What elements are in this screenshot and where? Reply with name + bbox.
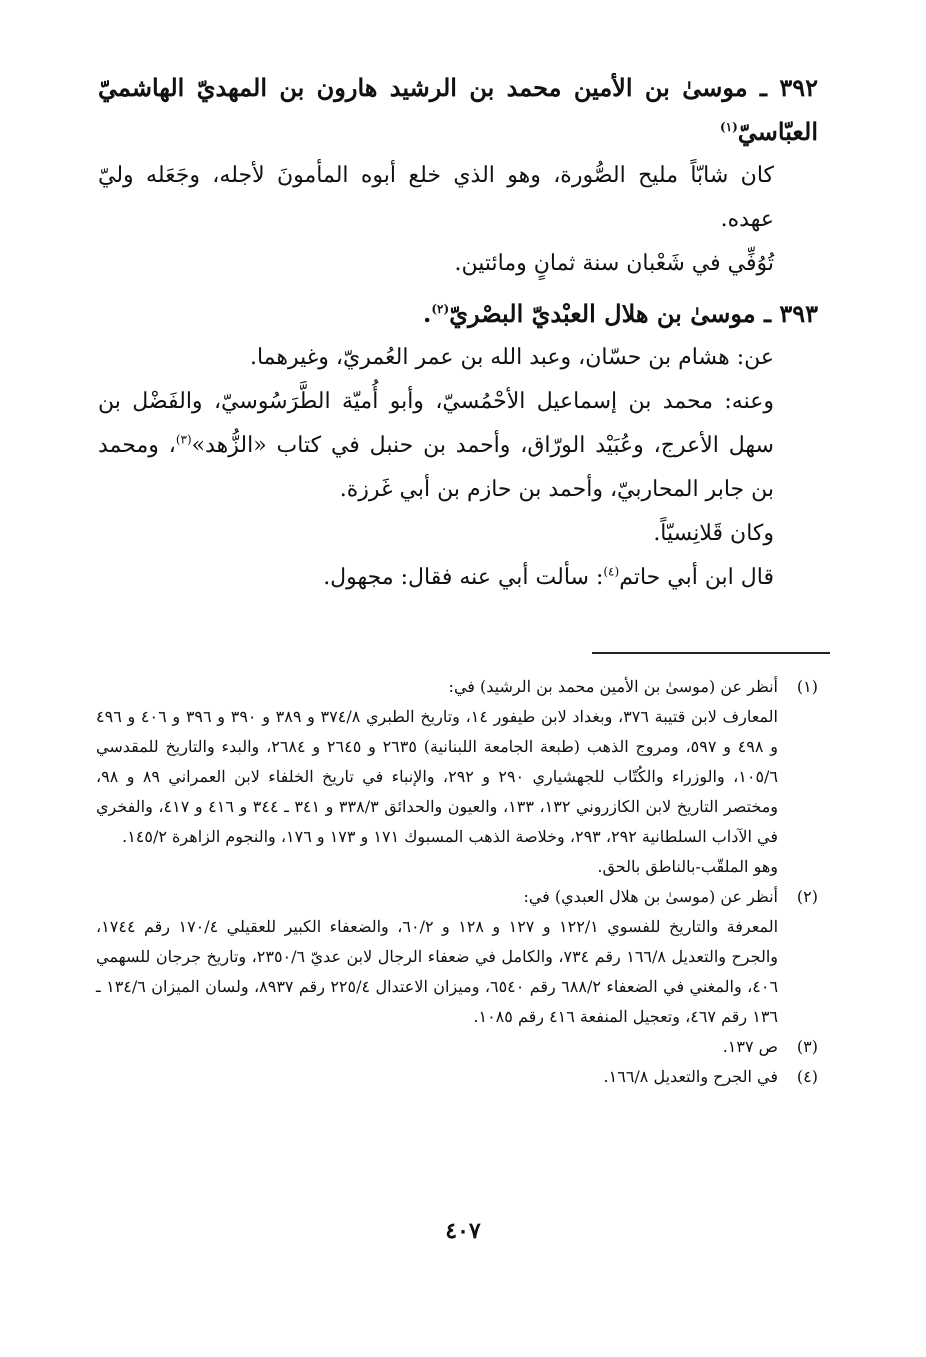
entry-393-assessment [98,556,818,600]
footnote-ref-1: (١) [719,120,738,134]
footnote-ref-3: (٣) [175,432,192,447]
entry-393-students [98,380,818,512]
footnote-2 [96,882,818,1032]
main-text [98,66,818,600]
entry-392-title-text: ٣٩٢ ـ موسىٰ بن الأمين محمد بن الرشيد هارون بن المهديّ الهاشميّ العبّاسيّ [98,73,818,146]
footnotes [96,672,818,1092]
footnote-body [96,882,778,1032]
page-number: ٤٠٧ [445,1218,481,1244]
entry-392-title [98,66,818,154]
footnote-marker: (٢) [796,887,818,906]
entry-393-students-part1: وعنه: محمد بن إسماعيل الأحْمُسيّ، وأبو أُميّة الطَّرَسُوسيّ، والفَضْل بن سهل الأعرج، وعُبَيْد الورّاق، وأحمد بن حنبل في كتاب «الزُّهد» [98,389,774,458]
footnote-separator [592,652,830,654]
footnote-line: في الجرح والتعديل ١٦٦/٨. [603,1067,778,1086]
footnote-line: أنظر عن (موسىٰ بن الأمين محمد بن الرشيد) في: [448,677,778,696]
footnote-body [96,1032,778,1062]
footnote-line: أنظر عن (موسىٰ بن هلال العبدي) في: [523,887,778,906]
entry-393-assessment-part1: قال ابن أبي حاتم [619,565,774,590]
footnote-marker: (٣) [796,1037,818,1056]
footnote-marker: (١) [796,677,818,696]
footnote-line: وهو الملقّب-بالناطق بالحق. [597,857,778,876]
footnote-line: المعارف لابن قتيبة ٣٧٦، وبغداد لابن طيفور ١٤، وتاريخ الطبري ٣٧٤/٨ و ٣٨٩ و ٣٩٠ و ٣٩٦ و ٤٠٦ و ٤٩٦ و ٤٩٨ و ٥٩٧، ومروج الذهب (طبعة الجامعة اللبنانية) ٢٦٣٥ و ٢٦٤٥ و ٢٦٨٤، والبدء والتاريخ للمقدسي ١٠٥/٦، والوزراء والكُتّاب للجهشياري ٢٩٠ و ٢٩٢، والإنباء في تاريخ الخلفاء لابن العمراني ٨٩ و ٩٨، ومختصر التاريخ لابن الكازروني ١٣٢، ١٣٣، والعيون والحدائق ٣٣٨/٣ و ٣٤١ ـ ٣٤٤ و ٤١٦ و ٤١٧، والفخري في الآداب السلطانية ٢٩٢، ٢٩٣، وخلاصة الذهب المسبوك ١٧١ و ١٧٣ و ١٧٦، والنجوم الزاهرة ١٤٥/٢. [96,707,779,846]
footnote-marker: (٤) [796,1067,818,1086]
footnote-line: ص ١٣٧. [722,1037,778,1056]
entry-393-teachers: عن: هشام بن حسّان، وعبد الله بن عمر العُمريّ، وغيرهما. [249,345,774,370]
footnote-body [96,1062,778,1092]
footnote-1 [96,672,818,882]
entry-393-title-text: ٣٩٣ ـ موسىٰ بن هلال العبْديّ البصْريّ [449,299,818,328]
entry-393-occupation: وكان قَلانِسيّاً. [653,521,774,546]
footnote-body [96,672,778,882]
footnote-4 [96,1062,818,1092]
entry-393-title [98,292,818,336]
entry-393-students-part2: ، ومحمد بن جابر المحاربيّ، وأحمد بن حازم بن أبي غَرزة. [98,433,774,502]
entry-393-assessment-part2: : سألت أبي عنه فقال: مجهول. [323,565,604,590]
footnote-line: المعرفة والتاريخ للفسوي ١٢٢/١ و ١٢٧ و ١٢٨ و ٦٠/٢، والضعفاء الكبير للعقيلي ١٧٠/٤ رقم ١٧٤٤، والجرح والتعديل ١٦٦/٨ رقم ٧٣٤، والكامل في ضعفاء الرجال لابن عديّ ٢٣٥٠/٦، وتاريخ جرجان للسهمي ٤٠٦، والمغني في الضعفاء ٦٨٨/٢ رقم ٦٥٤٠، وميزان الاعتدال ٢٢٥/٤ رقم ٨٩٣٧، ولسان الميزان ١٣٤/٦ ـ ١٣٦ رقم ٤٦٧، وتعجيل المنفعة ٤١٦ رقم ١٠٨٥. [96,917,779,1026]
footnote-ref-4: (٤) [603,564,620,579]
footnote-3 [96,1032,818,1062]
entry-393-title-end: . [423,299,432,328]
entry-392-death: تُوُفِّي في شَعْبان سنة ثمانٍ ومائتين. [454,251,774,276]
entry-392-description: كان شابّاً مليح الصُّورة، وهو الذي خلع أبوه المأمونَ لأجله، وجَعَله وليّ عهده. [98,163,774,232]
footnote-ref-2: (٢) [431,302,450,316]
